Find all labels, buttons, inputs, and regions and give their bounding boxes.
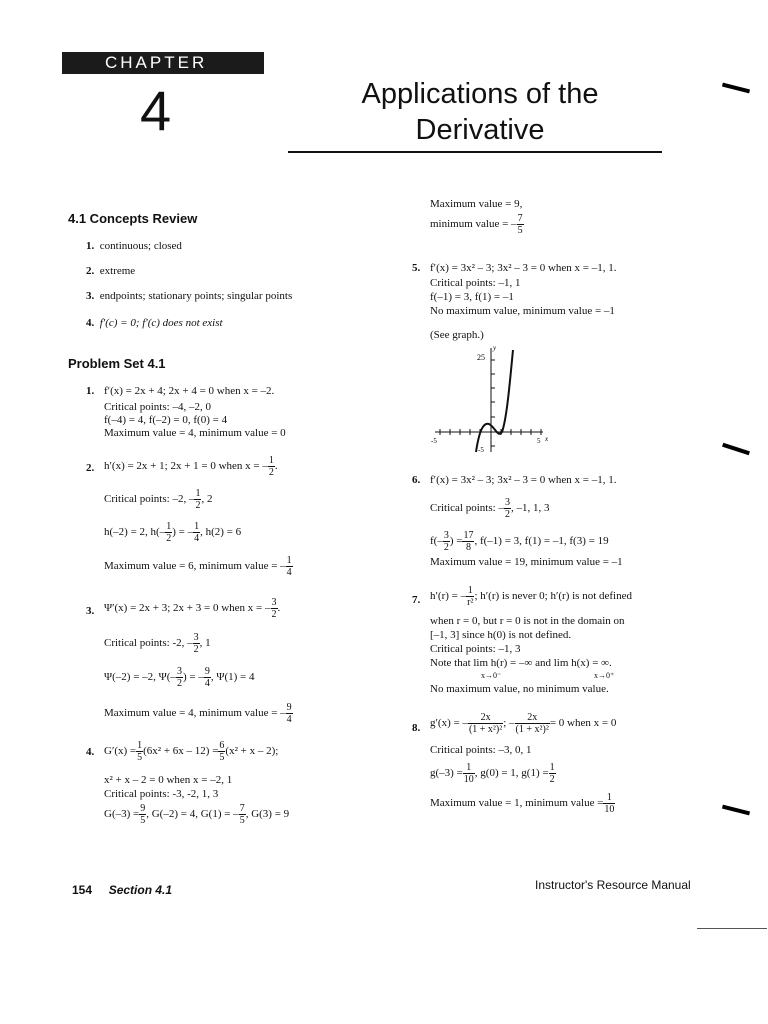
problem-number: 3. xyxy=(86,605,95,617)
problem-line: G(–3) = $\frac{9}{5}$ , G(–2) = 4, G(1) = – $\frac{7}{5}$ , G(3) = 9 xyxy=(104,803,290,826)
page-number: 154 xyxy=(72,883,93,897)
problem-line: No maximum value, minimum value = –1 xyxy=(430,305,615,317)
chapter-title xyxy=(330,76,630,148)
footer-left xyxy=(72,883,172,897)
scan-line xyxy=(697,928,767,929)
problem-line: Maximum value = 4, minimum value = – $\frac{9}{4}$ xyxy=(104,702,292,725)
problem-line: Critical points: –1, 1 xyxy=(430,277,521,289)
problem-line: f(–4) = 4, f(–2) = 0, f(0) = 4 xyxy=(104,414,228,426)
problem-line: Maximum value = 9, xyxy=(430,198,523,210)
problem-line: f(– $\frac{3}{2}$ ) = $\frac{17}{8}$ , f(–1) = 3, f(1) = –1, f(3) = 19 xyxy=(430,530,609,553)
problem-line: f(–1) = 3, f(1) = –1 xyxy=(430,291,514,303)
problem-line: minimum value = – $\frac{7}{5}$ xyxy=(430,213,523,236)
problem-line: Critical points: –3, 0, 1 xyxy=(430,744,532,756)
function-graph xyxy=(425,340,555,455)
chapter-number: 4 xyxy=(140,79,172,142)
problem-line: h(–2) = 2, h(– $\frac{1}{2}$ ) = – $\frac{1}{4}$ , h(2) = 6 xyxy=(104,521,242,544)
problem-line: Ψ(–2) = –2, Ψ(– $\frac{3}{2}$ ) = – $\frac{9}{4}$ , Ψ(1) = 4 xyxy=(104,666,255,689)
problem-number: 2. xyxy=(86,462,95,474)
problem-number: 4. xyxy=(86,746,95,758)
x-left-label: -5 xyxy=(431,437,437,445)
scan-mark xyxy=(722,443,750,455)
concept-item: 4. f′(c) = 0; f′(c) does not exist xyxy=(86,317,223,329)
limit-subscript: x→0⁺ xyxy=(594,671,615,680)
y-top-label: 25 xyxy=(477,353,485,362)
limit-subscript: x→0⁻ xyxy=(481,671,502,680)
problem-line: h′(r) = – $\frac{1}{\text{r²}}$ ; h′(r) is never 0; h′(r) is not defined xyxy=(430,585,632,608)
y-bottom-label: -5 xyxy=(478,446,484,454)
problem-line: Critical points: –2, – $\frac{1}{2}$ , 2 xyxy=(104,488,213,511)
x-right-label: 5 xyxy=(537,437,541,445)
problem-line: G′(x) = $\frac{1}{5}$ (6x² + 6x – 12) = $\frac{6}{5}$ (x² + x – 2); xyxy=(104,740,279,763)
problem-number: 7. xyxy=(412,594,421,606)
problem-line: Critical points: -3, -2, 1, 3 xyxy=(104,788,219,800)
function-curve xyxy=(476,350,513,452)
graph-axes xyxy=(435,348,543,452)
concept-item: 3. endpoints; stationary points; singular points xyxy=(86,290,293,302)
concept-item: 1. continuous; closed xyxy=(86,240,182,252)
problem-line: Note that lim h(r) = –∞ and lim h(x) = ∞. xyxy=(430,657,612,669)
concepts-heading: 4.1 Concepts Review xyxy=(68,211,198,226)
problem-line: Critical points: – $\frac{3}{2}$ , –1, 1, 3 xyxy=(430,497,550,520)
title-rule xyxy=(288,151,662,153)
concept-item: 2. extreme xyxy=(86,265,136,277)
problem-set-heading: Problem Set 4.1 xyxy=(68,356,166,371)
problem-number: 5. xyxy=(412,262,421,274)
section-label: Section 4.1 xyxy=(108,883,173,897)
problem-line: g(–3) = $\frac{1}{10}$ , g(0) = 1, g(1) = $\frac{1}{2}$ xyxy=(430,762,555,785)
problem-line: Critical points: -2, – $\frac{3}{2}$ , 1 xyxy=(104,632,211,655)
y-axis-label: y xyxy=(493,344,497,352)
problem-line: [–1, 3] since h(0) is not defined. xyxy=(430,629,572,641)
problem-number: 1. xyxy=(86,385,95,397)
chapter-title-line1: Applications of the xyxy=(361,78,599,110)
x-axis-label: x xyxy=(545,435,549,443)
problem-line: Critical points: –4, –2, 0 xyxy=(104,401,211,413)
problem-line: Maximum value = 4, minimum value = 0 xyxy=(104,427,286,439)
scan-mark xyxy=(722,805,750,816)
manual-title: Instructor's Resource Manual xyxy=(535,878,691,892)
problem-line: Ψ′(x) = 2x + 3; 2x + 3 = 0 when x = – $\frac{3}{2}$ . xyxy=(104,597,281,620)
problem-line: Maximum value = 6, minimum value = – $\frac{1}{4}$ xyxy=(104,555,292,578)
problem-line: Maximum value = 19, minimum value = –1 xyxy=(430,556,623,568)
problem-line: h′(x) = 2x + 1; 2x + 1 = 0 when x = – $\frac{1}{2}$ . xyxy=(104,455,278,478)
chapter-label: CHAPTER xyxy=(105,53,208,72)
scan-mark xyxy=(722,83,750,94)
problem-line: x² + x – 2 = 0 when x = –2, 1 xyxy=(104,774,233,786)
chapter-title-line2: Derivative xyxy=(415,114,545,146)
problem-line: Maximum value = 1, minimum value = $\frac{1}{10}$ xyxy=(430,792,615,815)
problem-line: No maximum value, no minimum value. xyxy=(430,683,609,695)
problem-line: f′(x) = 3x² – 3; 3x² – 3 = 0 when x = –1, 1. xyxy=(430,262,617,274)
problem-line: Critical points: –1, 3 xyxy=(430,643,521,655)
problem-line: (See graph.) xyxy=(430,329,484,341)
problem-line: g′(x) = – $\frac{2x}{\text{(1 + x²)²}}$ ; – $\frac{2x}{\text{(1 + x²)²}}$ = 0 when x = 0 xyxy=(430,712,617,735)
problem-number: 6. xyxy=(412,474,421,486)
problem-number: 8. xyxy=(412,722,421,734)
problem-line: f′(x) = 3x² – 3; 3x² – 3 = 0 when x = –1, 1. xyxy=(430,474,617,486)
problem-line: when r = 0, but r = 0 is not in the domain on xyxy=(430,615,625,627)
problem-line: f′(x) = 2x + 4; 2x + 4 = 0 when x = –2. xyxy=(104,385,275,397)
